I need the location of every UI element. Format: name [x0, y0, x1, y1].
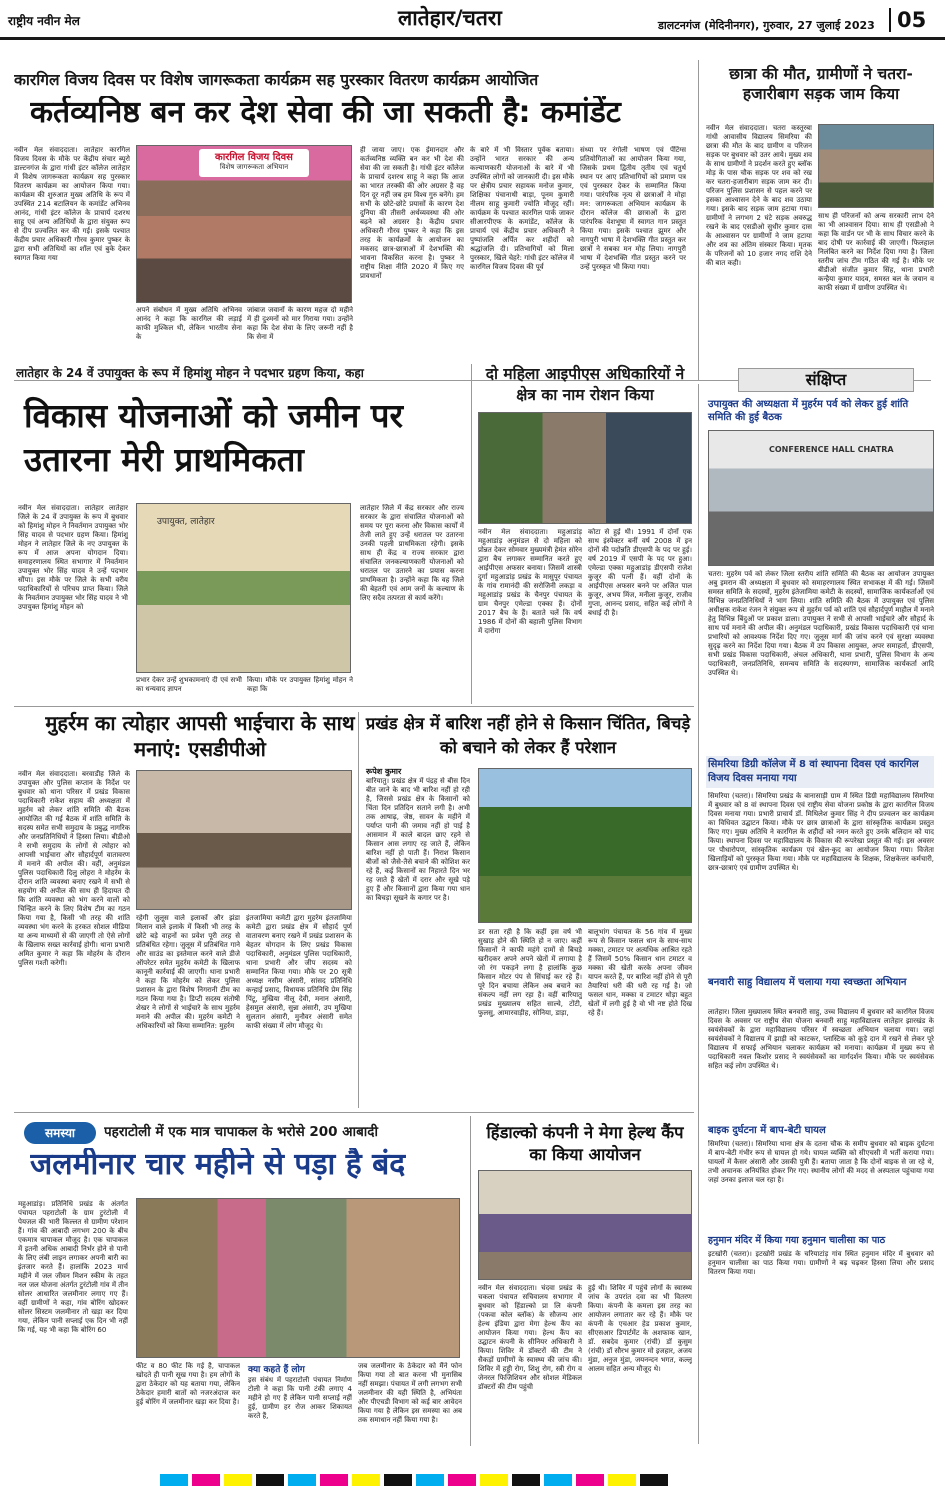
newspaper-logo: राष्ट्रीय नवीन मेल: [8, 14, 80, 28]
story4-col2: कोटा से हुई थी। 1991 में दोनों एक साथ इंस्पेक्टर बनीं वर्ष 2008 में इन दोनों की पदोन्नति डीएसपी के पद पर हुई। वर्ष 2019 में एसपी के पद पर हुआ। एमेल्डा एक्का महुआडांड़ डीएसपी राजेश कुजूर की पत्नी हैं। वहीं दोनों के आईपीएस अफसर बनने पर अजित पाल कुजूर, अभय मिंज, मनीला कुजूर, राजीव गुप्ता, आनन्द प्रसाद, सहित कई लोगों ने बधाई दी है।: [588, 528, 692, 617]
story6-kicker: प्रखंड क्षेत्र में बारिश नहीं होने से किसान चिंतित, बिचड़े को बचाने को लेकर हैं परेशान: [365, 714, 691, 757]
story3-col1: नवीन मेल संवाददाता। लातेहार लातेहार जिले के 24 वें उपायुक्त के रूप में बुधवार को हिमांशु मोहन ने निवर्तमान उपायुक्त भोर सिंह यादव से पदभार ग्रहण किया। हिमांशु मोहन ने लातेहार जिले के नए उपायुक्त के रूप में आज अपना योगदान दिया। समाहरणालय स्थित सभागार में निवर्तमान उपायुक्त भोर सिंह यादव ने उन्हें पदभार सौंपा। इस मौके पर जिले के सभी वरीय पदाधिकारियों से परिचय प्राप्त किया। जिले के निवर्तमान उपायुक्त भोर सिंह यादव ने भी उपायुक्त हिमांशु मोहन को: [18, 504, 128, 611]
story1-col1: नवीन मेल संवाददाता। लातेहार कारगिल विजय दिवस के मौके पर केंद्रीय संचार ब्यूरो डाल्टनगंज के द्वारा गांधी इंटर कॉलेज लातेहार में विशेष जागरूकता कार्यक्रम सह पुरस्कार वितरण कार्यक्रम का आयोजन किया गया। कार्यक्रम की शुरुआत मुख्य अतिथि के रूप में उपस्थित 214 बटालियन के कमांडेंट अभिनव आनंद, गांधी इंटर कॉलेज के प्राचार्य दशरथ साहू एवं अन्य अतिथियों के द्वारा संयुक्त रूप से दीप प्रज्वलित कर की गई। इसके पश्चात केंद्रीय प्रचार अधिकारी गौरव कुमार पुष्कर के द्वारा सभी अतिथियों का शॉल एवं बुके देकर स्वागत किया गया: [14, 146, 130, 262]
story3-photo: [136, 503, 351, 673]
story1-col5: संध्या पर रंगोली भाषण एवं पेंटिंग्स प्रतियोगिताओं का आयोजन किया गया, जिसके प्रथम द्वितीय तृतीय एवं चतुर्थ स्थान पर आए प्रतिभागियों को प्रमाण पत्र एवं पुरस्कार देकर के सम्मानित किया गया। पारंपरिक नृत्य से छात्राओं ने मोहा मन: जागरूकता अभियान कार्यक्रम के दौरान कॉलेज की छात्राओं के द्वारा पारंपरिक वेशभूषा में स्वागत गान प्रस्तुत किया गया। इसके पश्चात झूमर और नागपुरी भाषा में देशभक्ति गीत प्रस्तुत कर छात्रों ने सबका मन मोह लिया। नागपुरी भाषा में देशभक्ति गीत प्रस्तुत करने पर उन्हें पुरस्कृत भी किया गया।: [580, 146, 686, 271]
story7-kicker: पहराटोली में एक मात्र चापाकल के भरोसे 200 आबादी: [104, 1124, 378, 1140]
section-title: लातेहार/चतरा: [398, 6, 502, 30]
dateline: डालटनगंज (मेदिनीनगर), गुरुवार, 27 जुलाई 2023: [658, 19, 875, 32]
story1-col4: के बारे में भी विस्तार पूर्वक बताया। उन्होंने भारत सरकार की अन्य कल्याणकारी योजनाओं के बारे में भी उपस्थित लोगों को जानकारी दी। इस मौके पर क्षेत्रीय प्रचार सहायक मनोज कुमार, शिक्षिका पंचानाथी बाड़ा, पूनम कुमारी नीलम साहू कुमारी ज्योति मौजूद रहीं। कार्यक्रम के पश्चात कारगिल पार्क जाकर सीआरपीएफ के कमांडेंट, कॉलेज के प्राचार्य एवं केंद्रीय प्रचार अधिकारी ने पुष्पांजलि अर्पित कर शहीदों को श्रद्धांजलि दी। प्रतिभागियों को मिला पुरस्कार, खिले चेहरे: गांधी इंटर कॉलेज में कारगिल विजय दिवस की पूर्व: [470, 146, 574, 271]
banner-sub: विशेष जागरूकता अभियान: [219, 163, 289, 171]
story7-col2: फीट व 80 फीट कि गई है, चापाकल खोदते ही पानी सूख गया है। हम लोगों के द्वारा ठेकेदार को यह बताया गया, लेकिन ठेकेदार हमारी बातों को नजरअंदाज कर हुई बोरिंग में जलमीनार खड़ा कर दिया है।: [136, 1362, 240, 1406]
story7-col3: इस संबंध में पहराटोली पंचायत निर्माण टोली ने कहा कि पानी टंकी लगाए 4 महीने हो गए हैं लेकिन पानी सप्लाई नहीं हुई, ग्रामीण हर रोज आकर शिकायत करते हैं,: [248, 1376, 352, 1420]
divider: [470, 1116, 471, 1446]
story5-col3: इंतजामिया कमेटी द्वारा मुहर्रम इंतजामिया कमेटी द्वारा प्रखंड क्षेत्र में सौहार्द पूर्ण वातावरण बनाए रखने में प्रखंड प्रशासन के बेहतर योगदान के लिए प्रखंड विकास पदाधिकारी, अनुमंडल पुलिस पदाधिकारी, थाना प्रभारी और जीप सदस्य को सम्मानित किया गया। मौके पर 20 सूत्री अध्यक्ष नसीम अंसारी, सांसद प्रतिनिधि कन्हाई प्रसाद, विधायक प्रतिनिधि प्रेम सिंह पिंटू, मुखिया नीलू देवी, मनान अंसारी, हेसमुल अंसारी, सुन्ना अंसारी, उप मुखिया सुलतान अंसारी, मुनौवर अंसारी समेत काफी संख्या में लोग मौजूद थे।: [246, 914, 352, 1030]
story5-col2: रहेगी जुलूस वाले इलाकों और झंडा मिलान वाले इलाके में किसी भी तरह के छोटे बड़े वाहनों का प्रवेश पूरी तरह से प्रतिबंधित रहेगा। जुलूस में प्रतिबंधित गाने और साउंड का इस्तेमाल करने वाले डीजे ऑपरेटर समेत मुहर्रम कमेटी के खिलाफ कानूनी कार्रवाई की जाएगी। थाना प्रभारी ने कहा कि मोहर्रम को लेकर पुलिस प्रशासन के द्वारा विशेष निगरानी टीम का गठन किया गया है। डिप्टी सदस्य संतोषी शेखर ने लोगों से भाईचारे के साथ मुहर्रम मनाने की अपील की। मुहर्रम कमेटी ने अधिकारियों को किया सम्मानित: मुहर्रम: [136, 914, 240, 1030]
story6-byline: रूपेश कुमार: [366, 767, 402, 776]
story5-photo: [136, 770, 352, 910]
story3-col4: लातेहार जिले में केंद्र सरकार और राज्य सरकार के द्वारा संचालित योजनाओं को समय पर पूरा करना और विकास कार्यों में तेजी लाते हुए उन्हें धरातल पर उतारना उनकी पहली प्राथमिकता रहेगी। इसके साथ ही केंद्र व राज्य सरकार द्वारा संचालित जनकल्याणकारी योजनाओं को धरातल पर उतारने का प्रयास करना प्राथमिकता है। उन्होंने कहा कि वह जिले की बेहतरी एवं आम जनों के कल्याण के लिए सदैव तत्परता से कार्य करेंगे।: [360, 504, 464, 602]
story6-col1: बारियातु। प्रखंड क्षेत्र में पंद्रह से बीस दिन बीत जाने के बाद भी बारिश नहीं हो रही है, जिससे प्रखंड क्षेत्र के किसानों को चिंता दिन प्रतिदिन सताने लगी है। अभी तक आषाढ़, जेष्ठ, सावन के महीने में पर्याप्त पानी की जमाव नहीं हो पाई है आसमान में काले बादल छाए रहने से किसान आस लगाए रह जाते हैं, लेकिन बारिश नहीं हो पाती हैं। निराश किसान बीजों को जैसे-तैसे बचाने की कोशिश कर रहे हैं, कई किसानों का निहारते दिन भर रह जाते हैं खेतों में दरार और सूखे पड़े हुए हैं और किसानों द्वारा किया गया धान का बिचड़ा सूखने के कगार पर है।: [366, 777, 470, 902]
story4-kicker: दो महिला आइपीएस अधिकारियों ने क्षेत्र का नाम रोशन किया: [485, 365, 685, 404]
story3-col3: किया। मौके पर उपायुक्त हिमांशु मोहन ने कहा कि: [247, 676, 353, 693]
story4-col1: नवीन मेल संवाददाता। महुआडांड़ महुआडांड़ अनुमंडल से दो महिला को प्रोन्नत देकर सोमवार मुख्यमंत्री हेमंत सोरेन द्वारा बैच लगाकर सम्मानित करते हुए आईपीएस अफसर बनाया। जिसमें शास्त्री दुर्गा महुआडांड़ प्रखंड के मासुपूर पंचायत के गांव रामानंदी की सरोजिनी लकड़ा व महुआडांड़ प्रखंड के चैनपुर पंचायत के ग्राम चैनपुर एमेल्डा एक्का हैं। दोनों 2017 बैच के हैं। बताते चलें कि वर्ष 1986 में दोनों की बहाली पुलिस विभाग में दारोगा: [478, 528, 582, 635]
divider: [698, 384, 699, 1444]
story6-col3: बालूभांग पंचायत के 56 गांव में मुख्य रूप से किसान फसल धान के साथ-साथ मक्का, टमाटर पर अत्यधिक आश्रित रहते हैं जिसमें 50% किसान धान टमाटर व मक्का की खेती करके अपना जीवन यापन करते हैं, पर बारिश नहीं होने से पूरी तैयारियां धरी की धरी रह गई है। जो फसल धान, मक्का व टमाटर थोड़ा बहुत खेतों में लगी हुई है वो भी नष्ट होते दिख रहे हैं।: [588, 928, 692, 1017]
brief3-text: लातेहार। जिला मुख्यालय स्थित बनवारी साहु, उच्च विद्यालय में बुधवार को कारगिल विजय दिवस के अवसर पर राष्ट्रीय सेवा योजना बनवारी साहु महाविद्यालय लातेहार झारखंड के स्वयंसेवकों के द्वारा महाविद्यालय परिसर में स्वच्छता अभियान चलाया गया। जहां स्वयंसेवकों ने विद्यालय में झाड़ी को काटकर, प्लास्टिक को कूड़े दान में रखने से लेकर पूरे विद्यालय में सफाई अभियान चलाकर कार्यक्रम को मनाया। कार्यक्रम में मुख्य रूप से पदाधिकारी नवल किशोर प्रसाद ने स्वयंसेवकों का मार्गदर्शन किया। मौके पर स्वयंसेवक सहित कई लोग उपस्थित थे।: [708, 1008, 934, 1070]
hall-label: CONFERENCE HALL CHATRA: [769, 445, 894, 454]
story2-col2: साथ ही परिजनों को अन्य सरकारी लाभ देने का भी आश्वासन दिया। साथ ही एसडीओ ने कहा कि वार्डन पर भी के साथ विचार करने के बाद दोषी पर कार्रवाई की जाएगी। फिलहाल निलंबित करने का निर्देश दिया गया है। जिला स्तरीय जांच टीम गठित की गई है। मौके पर बीडीओ संजीत कुमार सिंह, थाना प्रभारी कन्हैया कुमार यादव, समस्त बल के जवान व काफी संख्या में ग्रामीण उपस्थित थे।: [818, 212, 934, 292]
brief1-headline: उपायुक्त की अध्यक्षता में मुहर्रम पर्व को लेकर हुई शांति समिति की हुई बैठक: [708, 399, 909, 423]
divider: [698, 60, 699, 380]
brief4-headline: बाइक दुर्घटना में बाप-बेटी घायल: [708, 1125, 826, 1136]
story3-kicker: लातेहार के 24 वें उपायुक्त के रूप में हिमांशु मोहन ने पदभार ग्रहण किया, कहा: [16, 366, 364, 380]
brief2-headline: सिमरिया डिग्री कॉलेज में 8 वां स्थापना दिवस एवं कारगिल विजय दिवस मनाया गया: [706, 756, 934, 788]
story1-col2a: अपने संबोधन में मुख्य अतिथि अभिनव आनंद ने कहा कि कारगिल की लड़ाई काफी मुश्किल थी, लेकिन भारतीय सेना के: [136, 306, 242, 341]
story8-col1: नवीन मेल संवाददाता। चंदवा प्रखंड के चकला पंचायत सचिवालय सभागार में बुधवार को हिंडाल्को प्रा लि कंपनी (पकवा कोल ब्लॉक) के सौजन्य आर हेल्थ इंडिया द्वारा मेगा हेल्थ कैंप का आयोजन किया गया। हेल्थ कैंप का उद्घाटन कंपनी के सीनियर अधिकारी ने किया। शिविर में डॉक्टरों की टीम ने सैकड़ों ग्रामीणों के स्वास्थ्य की जांच की। शिविर में हड्डी रोग, शिशु रोग, स्त्री रोग व जेनरल फिजिशियन और सोशल मेडिकल डॉक्टरों की टीम पहुंची: [478, 1284, 582, 1391]
story7-headline: जलमीनार चार महीने से पड़ा है बंद: [30, 1148, 406, 1182]
story4-photo: [478, 412, 692, 524]
story2-photo: [818, 124, 934, 208]
story2-kicker: छात्रा की मौत, ग्रामीणों ने चतरा-हजारीबाग सड़क जाम किया: [729, 65, 913, 103]
story8-col2: हुई थी। शिविर में पहुंचे लोगों के स्वास्थ्य जांच के उपरांत दवा का भी वितरण किया। कंपनी के कमला इस तरह का आयोजन लगातार कर रहे हैं। मौके पर कंपनी के एचआर हेड प्रकाश कुमार, सीएसआर डिपार्टमेंट के अशफाक खान, डॉ. सबदेव कुमार (रांची) डॉ कुसुम (रांची) डॉ सौरभ कुमार मो इजहार, अजय मुंडा, अनुज मुंडा, जयनन्दन भगत, कल्लू आलम सहित अन्य मौजूद थे।: [588, 1284, 692, 1373]
brief1-photo: [708, 430, 934, 566]
brief2-text: सिमरिया (चतरा)। सिमरिया प्रखंड के बानासाड़ी ग्राम में स्थित डिग्री महाविद्यालय सिमरिया में बुधवार को 8 वां स्थापना दिवस एवं राष्ट्रीय सेवा योजना प्रकोष्ठ के द्वारा कारगिल विजय दिवस मनाया गया। प्रभारी प्राचार्य डॉ. मिथिलेश कुमार सिंह ने दीप प्रज्वलन कर कार्यक्रम का विधिवत उद्घाटन किया। मौके पर छात्र छात्राओं के द्वारा सांस्कृतिक कार्यक्रम प्रस्तुत किए गए। मुख्य अतिथि ने कारगिल के शहीदों को नमन करते हुए उनके बलिदान को याद किया। स्थापना दिवस पर महाविद्यालय के विकास की रूपरेखा प्रस्तुत की गई। इस अवसर पर पौधारोपण, सांस्कृतिक कार्यक्रम एवं खेल-कूद का आयोजन किया गया। विजेता खिलाड़ियों को पुरस्कृत किया गया। मौके पर महाविद्यालय के शिक्षक, शिक्षकेत्तर कर्मचारी, छात्र-छात्राएं एवं ग्रामीण उपस्थित थे।: [708, 792, 934, 872]
color-registration-strip: [0, 1471, 945, 1489]
divider: [14, 1112, 694, 1113]
story2-col1: नवीन मेल संवाददाता। चतरा कस्तूरबा गांधी आवासीय विद्यालय सिमरिया की छात्रा की मौत के बाद ग्रामीण व परिजन सड़क पर बुधवार को उतर आये। मुख्य शव के साथ ग्रामीणों ने प्रदर्शन करते हुए ब्लॉक मोड़ के पास चौक सड़क पर शव को रख कर चतरा-हजारीबाग सड़क जाम कर दी। परिजन पुलिस प्रशासन से पहल करने पर इसका आश्वासन देने के बाद शव उठाया गया। इसके बाद सड़क जाम हटाया गया। ग्रामीणों ने लगभग 2 घंटे सड़क अवरुद्ध रखने के बाद एसडीओ सुधीर कुमार दास के आश्वासन पर ग्रामीणों ने जाम हटाया और शव का अंतिम संस्कार किया। मृतक के परिजनों को 10 हजार नगद राशि देने की बात कही।: [706, 124, 812, 267]
divider: [471, 364, 472, 704]
photo-sign: उपायुक्त, लातेहार: [157, 517, 215, 527]
brief5-headline: हनुमान मंदिर में किया गया हनुमान चालीसा का पाठ: [708, 1235, 886, 1246]
briefs-title: संक्षिप्त: [738, 368, 914, 392]
brief4-text: सिमरिया (चतरा)। सिमरिया थाना क्षेत्र के दतना चौक के समीप बुधवार को बाइक दुर्घटना में बाप-बेटी गंभीर रूप से घायल हो गये। घायल व्यक्ति को सीएचसी में भर्ती कराया गया। घायलों में कैसर अंसारी और उसकी पुत्री हैं। बताया जाता है कि दोनों बाइक से जा रहे थे, तभी अचानक अनियंत्रित होकर गिर गए। स्थानीय लोगों की मदद से अस्पताल पहुंचाया गया जहां उनका इलाज चल रहा है।: [708, 1140, 934, 1184]
story7-subhead: क्या कहते हैं लोग: [248, 1365, 305, 1375]
divider: [358, 712, 359, 1108]
story5-kicker: मुहर्रम का त्योहार आपसी भाईचारा के साथ मनाएं: एसडीपीओ: [45, 711, 355, 761]
banner-title: कारगिल विजय दिवस: [215, 152, 293, 163]
brief5-text: इटखोरी (चतरा)। इटखोरी प्रखंड के चरियाटांड़ गांव स्थित हनुमान मंदिर में बुधवार को हनुमान चालीसा का पाठ किया गया। ग्रामीणों ने बढ़ चढ़कर हिस्सा लिया और प्रसाद वितरण किया गया।: [708, 1250, 934, 1276]
story6-photo: [478, 768, 692, 923]
story1-kicker: कारगिल विजय दिवस पर विशेष जागरूकता कार्यक्रम सह पुरस्कार वितरण कार्यक्रम आयोजित: [14, 71, 539, 89]
photo-banner: [199, 149, 309, 177]
story1-headline: कर्तव्यनिष्ठ बन कर देश सेवा की जा सकती है: कमांडेंट: [30, 96, 621, 130]
story3-headline: विकास योजनाओं को जमीन पर उतारना मेरी प्राथमिकता: [24, 396, 404, 479]
story7-photo: [136, 1198, 460, 1358]
divider: [14, 706, 694, 707]
masthead: [0, 0, 945, 40]
story5-col1: नवीन मेल संवाददाता। बरवाडीह जिले के उपायुक्त और पुलिस कप्तान के निर्देश पर बुधवार को थाना परिसर में प्रखंड विकास पदाधिकारी राकेश सहाय की अध्यक्षता में मुहर्रम को लेकर शांति समिति की बैठक आयोजित की गई बैठक में शांति समिति के सदस्य समेत सभी समुदाय के प्रबुद्ध नागरिक और जनप्रतिनिधियों ने हिस्सा लिया। बीडीओ ने सभी समुदाय के लोगों से त्योहार को आपसी भाईचारा और सौहार्दपूर्ण वातावरण में मनाने की अपील की। वहीं, अनुमंडल पुलिस पदाधिकारी दिलु लोहरा ने मोहर्रम के दौरान शांति व्यवस्था बनाए रखने में सभी से सहयोग की अपील की साथ ही हिदायत दी कि शांति व्यवस्था को भंग करने वालों को चिन्हित करने के लिए विशेष टीम का गठन किया गया है, किसी भी तरह की शांति व्यवस्था भंग करने के हरकत सोशल मीडिया या अन्य माध्यमों से की जाएगी तो ऐसे लोगों के खिलाफ सख्त कार्रवाई होगी। थाना प्रभारी अमित कुमार ने कहा कि मोहर्रम के दौरान पुलिस गश्ती करेगी।: [18, 770, 130, 967]
page-number: 05: [889, 8, 926, 32]
story7-col1: महुआडांड़। प्रतिनिधि प्रखंड के अंतर्गत पंचायत पहराटोली के ग्राम टुरंटोली में पेयजल की भारी किल्लत से ग्रामीण परेशान हैं। गांव की आबादी लगभग 200 के बीच एकमात्र चापाकल मौजूद है। एक चापाकल में इतनी अधिक आबादी निर्भर होने से पानी के लिए लंबी लाइन लगाकर अपनी बारी का इंतजार करते हैं। हालांकि 2023 मार्च महीने में जल जीवन मिशन स्कीम के तहत नल जल योजना अंतर्गत टुरंटोली गांव में तीन सोलर आधारित जलमीनार लगाए गए हैं। वहीं ग्रामीणों ने कहा, गांव बोरिंग खोदकर सोलर सिस्टम जलमीनार तो खड़ा कर दिया गया, लेकिन पानी सप्लाई एक दिन भी नहीं कि गई, यह भी कहा कि बोरिंग 60: [18, 1200, 128, 1334]
story1-photo: [136, 145, 352, 303]
story7-col4: जब जलमीनार के ठेकेदार को मैंने फोन किया गया तो बात करना भी मुनासिब नहीं समझा। पंचायत में लगी लगभग सभी जलमीनार की यही स्थिति है, अभियंता और पीएचडी विभाग को कई बार आवेदन किया गया है लेकिन इस समस्या का अब तक समाधान नहीं किया गया है।: [358, 1362, 462, 1424]
brief3-headline: बनवारी साहु विद्यालय में चलाया गया स्वच्छता अभियान: [708, 977, 907, 988]
brief1-text: चतरा: मुहर्रम पर्व को लेकर जिला स्तरीय शांति समिति की बैठक का आयोजन उपायुक्त अबु इमरान की अध्यक्षता में बुधवार को समाहरणालय स्थित सभाकक्ष में की गई। जिसमें समस्त समिति के सदस्यों, मुहर्रम इंतेजामिया कमेटी के सदस्यों, सामाजिक कार्यकर्ताओं एवं विभिन्न जनप्रतिनिधियों ने भाग लिया। शांति समिति की बैठक में उपायुक्त एवं पुलिस अधीक्षक राकेश रंजन ने संयुक्त रूप से मुहर्रम पर्व को शांति एवं सौहार्दपूर्ण माहौल में मनाने हेतु विभिन्न बिंदुओं पर प्रकाश डाला। उपायुक्त ने सभी से आपसी भाईचारे और सौहार्द के साथ पर्व मनाने की अपील की। अनुमंडल पदाधिकारी, प्रखंड विकास पदाधिकारी एवं थाना प्रभारियों को आवश्यक निर्देश दिए गए। जुलूस मार्ग की जांच करने एवं सुरक्षा व्यवस्था सुदृढ़ करने का निर्देश दिया गया। बैठक में उप विकास आयुक्त, अपर समाहर्ता, डीएसपी, सभी प्रखंड विकास पदाधिकारी, अंचल अधिकारी, थाना प्रभारी, पुलिस विभाग के अन्य पदाधिकारी, जनप्रतिनिधि, समन्वय समिति के सदस्यगण, सामाजिक कार्यकर्ता आदि उपस्थित थे।: [708, 570, 934, 677]
story7-tag: समस्या: [24, 1122, 96, 1144]
story6-col2: डर सता रही है कि कहीं इस वर्ष भी सुखाड़ होने की स्थिति हो न जाए। कहीं किसानों ने काफी महंगे दामों से बिचड़े खरीदकर अपने अपने खेतों में लगाया है जो रंग पकड़ने लगा है हालांकि कुछ किसान मोटर पंप से सिंचाई कर रहे हैं। पूरे दिन बचाया लेकिन अब बचाने का संकल्प नहीं लग रहा है। वहीं बारियातु प्रखंड मुख्यालय सहित साल्वे, टोंटी, फुलसु, आमारवाड़ीह, सोनिया, डाड़ा,: [478, 928, 582, 1017]
story1-col2b: जांबाज जवानों के कारण महज दो महीने में ही दुश्मनों को मार गिराया गया। उन्होंने कहा कि देश सेवा के लिए जरूरी नहीं है कि सेना में: [247, 306, 353, 341]
story3-col2: प्रभार देकर उन्हें शुभकामनाएं दी एवं सभी का धन्यवाद ज्ञापन: [136, 676, 242, 693]
story8-kicker: हिंडाल्को कंपनी ने मेगा हेल्थ कैंप का किया आयोजन: [486, 1123, 684, 1164]
story1-col3: ही जाया जाए। एक ईमानदार और कर्तव्यनिष्ठ व्यक्ति बन कर भी देश की सेवा की जा सकती है। गांधी इंटर कॉलेज के प्राचार्य दशरथ साहू ने कहा कि आज का भारत तरक्की की ओर अग्रसर है वह दिन दूर नहीं जब हम विश्व गुरु बनेंगे। हम सभी के छोटे-छोटे प्रयासों के कारण देश दुनिया की तीसरी अर्थव्यवस्था की ओर बढ़ने को अग्रसर है। केंद्रीय प्रचार अधिकारी गौरव पुष्कर ने कहा कि इस तरह के कार्यक्रमों के आयोजन का मकसद छात्र-छात्राओं में देशभक्ति की भावना विकसित करना है। पुष्कर ने राष्ट्रीय शिक्षा नीति 2020 में किए गए प्रावधानों: [360, 146, 464, 280]
story8-photo: [478, 1170, 692, 1280]
